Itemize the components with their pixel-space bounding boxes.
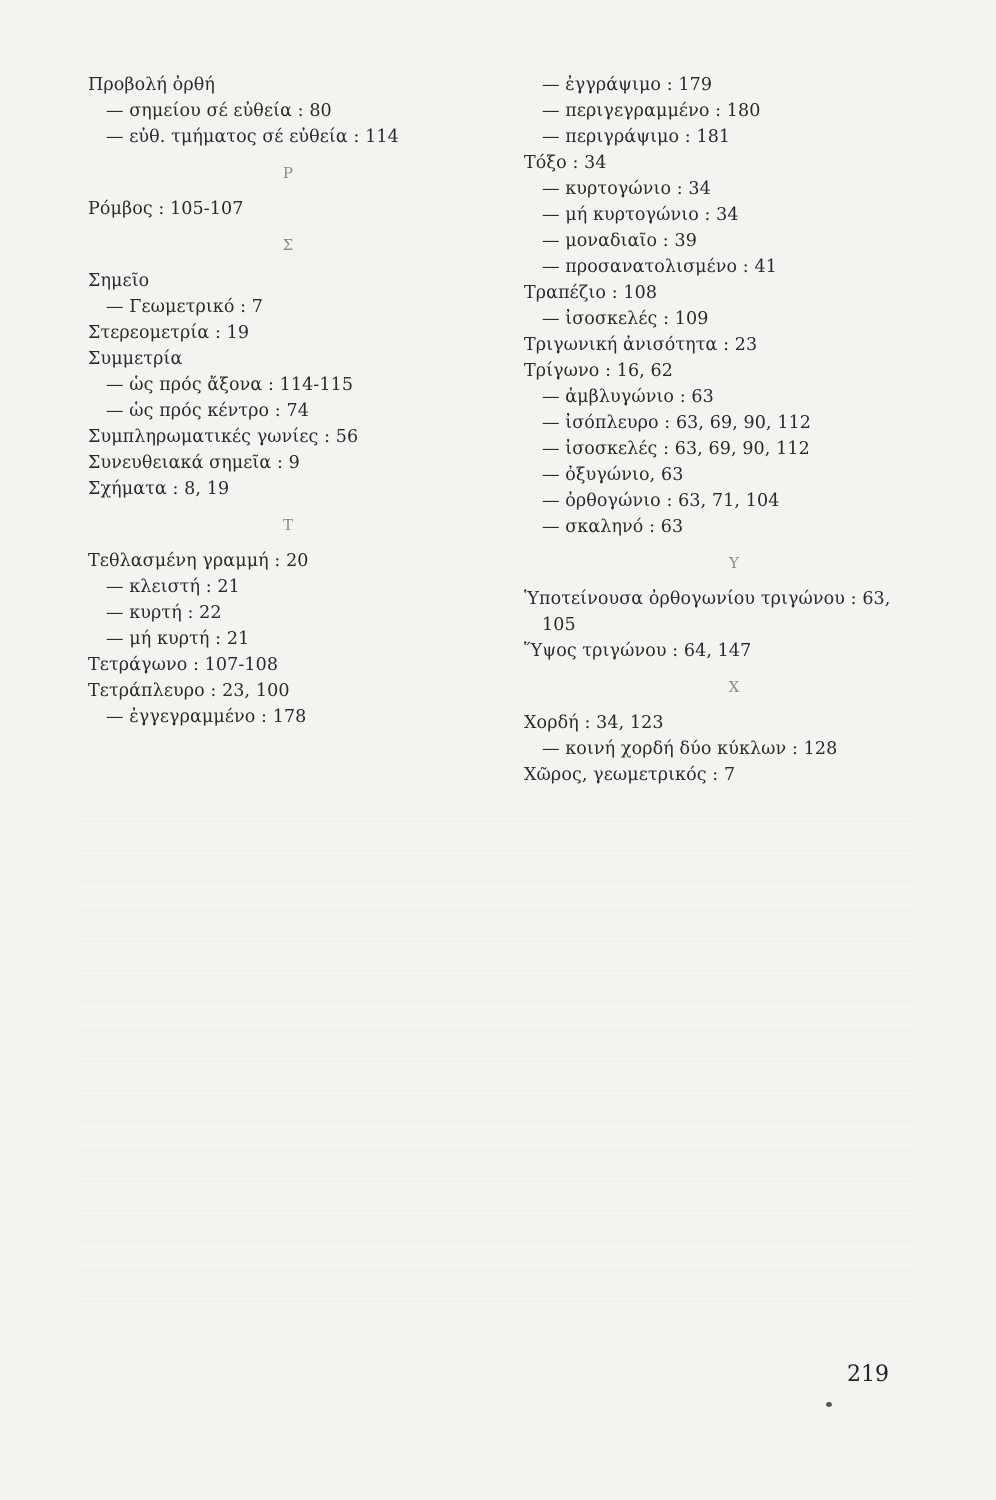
index-subentry: — ὡς πρός κέντρο : 74 <box>106 401 309 421</box>
index-entry: Προβολή ὀρθή <box>88 75 215 95</box>
index-entry: Τετράπλευρο : 23, 100 <box>88 681 290 701</box>
index-entry: Τρίγωνο : 16, 62 <box>524 361 674 381</box>
index-entry: Τριγωνική ἀνισότητα : 23 <box>524 335 758 355</box>
index-entry: Συμμετρία <box>88 349 183 369</box>
index-subentry: — σημείου σέ εὐθεία : 80 <box>106 101 332 121</box>
index-subentry: — περιγράψιμο : 181 <box>542 127 731 147</box>
index-entry: Τετράγωνο : 107-108 <box>88 655 279 675</box>
index-entry: Στερεομετρία : 19 <box>88 323 250 343</box>
index-entry: Σημεῖο <box>88 271 150 291</box>
index-subentry: — ὀξυγώνιο, 63 <box>542 465 684 485</box>
section-spacer <box>88 502 488 512</box>
section-letter: Τ <box>282 516 294 534</box>
index-column-right <box>524 72 944 788</box>
index-subentry: — Γεωμετρικό : 7 <box>106 297 264 317</box>
index-subentry: — προσανατολισμένο : 41 <box>542 257 777 277</box>
section-letter: Υ <box>728 554 739 572</box>
section-spacer <box>524 664 944 674</box>
index-entry: Ὕψος τριγώνου : 64, 147 <box>524 641 752 661</box>
index-subentry: 105 <box>542 615 576 635</box>
index-subentry: — εὐθ. τμήματος σέ εὐθεία : 114 <box>106 127 399 147</box>
index-entry: Συμπληρωματικές γωνίες : 56 <box>88 427 359 447</box>
index-entry: Ὑποτείνουσα ὀρθογωνίου τριγώνου : 63, <box>524 589 891 609</box>
index-subentry: — κοινή χορδή δύο κύκλων : 128 <box>542 739 838 759</box>
index-subentry: — ὀρθογώνιο : 63, 71, 104 <box>542 491 780 511</box>
index-subentry: — μοναδιαῖο : 39 <box>542 231 697 251</box>
section-spacer <box>88 150 488 160</box>
index-subentry: — σκαληνό : 63 <box>542 517 684 537</box>
index-entry: Τόξο : 34 <box>524 153 607 173</box>
index-subentry: — ἰσόπλευρο : 63, 69, 90, 112 <box>542 413 812 433</box>
index-entry: Χῶρος, γεωμετρικός : 7 <box>524 765 736 785</box>
index-subentry: — κλειστή : 21 <box>106 577 240 597</box>
section-spacer <box>524 540 944 550</box>
index-entry: Σχήματα : 8, 19 <box>88 479 230 499</box>
section-letter: Σ <box>282 236 294 254</box>
index-subentry: — ἀμβλυγώνιο : 63 <box>542 387 714 407</box>
index-subentry: — ἐγγεγραμμένο : 178 <box>106 707 307 727</box>
index-entry: Χορδή : 34, 123 <box>524 713 664 733</box>
index-entry: Συνευθειακά σημεῖα : 9 <box>88 453 300 473</box>
index-subentry: — μή κυρτή : 21 <box>106 629 250 649</box>
section-spacer <box>88 538 488 548</box>
index-entry: Ρόμβος : 105-107 <box>88 199 244 219</box>
index-entry: Τεθλασμένη γραμμή : 20 <box>88 551 309 571</box>
section-spacer <box>524 576 944 586</box>
page-number: 219 <box>847 1362 889 1387</box>
ink-speck <box>826 1402 832 1407</box>
index-entry: Τραπέζιο : 108 <box>524 283 658 303</box>
index-subentry: — ὡς πρός ἄξονα : 114-115 <box>106 375 354 395</box>
index-subentry: — κυρτή : 22 <box>106 603 222 623</box>
index-subentry: — μή κυρτογώνιο : 34 <box>542 205 739 225</box>
section-spacer <box>524 700 944 710</box>
section-spacer <box>88 222 488 232</box>
section-letter: Χ <box>728 678 740 696</box>
index-subentry: — ἰσοσκελές : 63, 69, 90, 112 <box>542 439 810 459</box>
section-letter: Ρ <box>282 164 294 182</box>
index-subentry: — κυρτογώνιο : 34 <box>542 179 711 199</box>
section-spacer <box>88 186 488 196</box>
index-subentry: — ἐγγράψιμο : 179 <box>542 75 713 95</box>
index-subentry: — ἰσοσκελές : 109 <box>542 309 709 329</box>
bleed-through-texture <box>80 820 916 1320</box>
section-spacer <box>88 258 488 268</box>
index-column-left <box>88 72 488 730</box>
index-subentry: — περιγεγραμμένο : 180 <box>542 101 761 121</box>
